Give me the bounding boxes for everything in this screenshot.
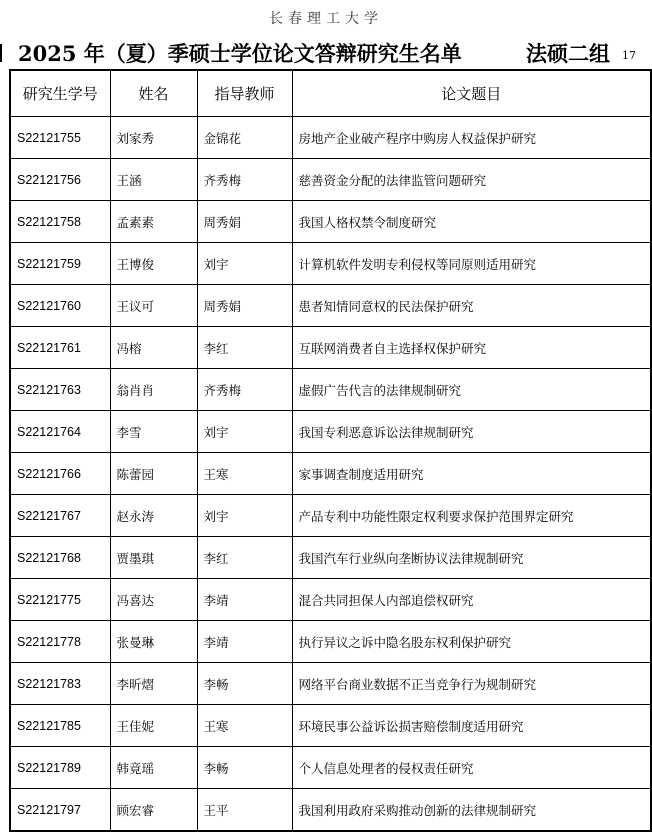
student-name-cell: 翁肖肖: [110, 369, 197, 411]
student-id-cell: S22121763: [10, 369, 110, 411]
student-id-cell: S22121775: [10, 579, 110, 621]
student-name-cell: 冯喜达: [110, 579, 197, 621]
student-id-cell: S22121764: [10, 411, 110, 453]
table-row: [10, 117, 651, 159]
advisor-cell: 李红: [197, 327, 292, 369]
student-count: 17: [622, 49, 636, 62]
table-row: [10, 201, 651, 243]
student-name-cell: 贾墨琪: [110, 537, 197, 579]
thesis-title-cell: 我国汽车行业纵向垄断协议法律规制研究: [292, 537, 651, 579]
student-name-cell: 李雪: [110, 411, 197, 453]
table-row: [10, 285, 651, 327]
advisor-cell: 王寒: [197, 705, 292, 747]
student-id-cell: S22121785: [10, 705, 110, 747]
thesis-title-cell: 互联网消费者自主选择权保护研究: [292, 327, 651, 369]
student-name-cell: 张曼琳: [110, 621, 197, 663]
table-row: [10, 495, 651, 537]
student-name-cell: 冯榕: [110, 327, 197, 369]
student-id-cell: S22121778: [10, 621, 110, 663]
student-name-cell: 孟素素: [110, 201, 197, 243]
thesis-title-cell: 环境民事公益诉讼损害赔偿制度适用研究: [292, 705, 651, 747]
advisor-cell: 刘宇: [197, 495, 292, 537]
advisor-cell: 金锦花: [197, 117, 292, 159]
table-row: [10, 369, 651, 411]
advisor-cell: 王平: [197, 789, 292, 832]
student-name-cell: 顾宏睿: [110, 789, 197, 832]
student-id-cell: S22121755: [10, 117, 110, 159]
advisor-cell: 王寒: [197, 453, 292, 495]
table-row: [10, 537, 651, 579]
student-id-cell: S22121761: [10, 327, 110, 369]
table-row: [10, 747, 651, 789]
thesis-title-cell: 我国利用政府采购推动创新的法律规制研究: [292, 789, 651, 832]
thesis-title-cell: 我国专利恶意诉讼法律规制研究: [292, 411, 651, 453]
student-id-cell: S22121783: [10, 663, 110, 705]
thesis-title-cell: 计算机软件发明专利侵权等同原则适用研究: [292, 243, 651, 285]
student-id-cell: S22121759: [10, 243, 110, 285]
student-id-cell: S22121760: [10, 285, 110, 327]
advisor-cell: 李靖: [197, 621, 292, 663]
student-id-cell: S22121756: [10, 159, 110, 201]
column-header-thesis-title: 论文题目: [292, 70, 651, 117]
table-row: [10, 243, 651, 285]
table-row: [10, 621, 651, 663]
student-name-cell: 王议可: [110, 285, 197, 327]
student-id-cell: S22121797: [10, 789, 110, 832]
column-header-student-id: 研究生学号: [10, 70, 110, 117]
advisor-cell: 刘宇: [197, 411, 292, 453]
advisor-cell: 周秀娟: [197, 285, 292, 327]
student-name-cell: 王佳妮: [110, 705, 197, 747]
student-id-cell: S22121768: [10, 537, 110, 579]
table-row: [10, 579, 651, 621]
table-row: [10, 453, 651, 495]
thesis-title-cell: 产品专利中功能性限定权利要求保护范围界定研究: [292, 495, 651, 537]
student-id-cell: S22121758: [10, 201, 110, 243]
thesis-title-cell: 混合共同担保人内部追偿权研究: [292, 579, 651, 621]
student-name-cell: 韩竟瑶: [110, 747, 197, 789]
advisor-cell: 齐秀梅: [197, 159, 292, 201]
student-id-cell: S22121766: [10, 453, 110, 495]
student-table: [9, 69, 652, 832]
table-row: [10, 327, 651, 369]
table-row: [10, 789, 651, 832]
thesis-title-cell: 虚假广告代言的法律规制研究: [292, 369, 651, 411]
group-label: 法硕二组: [526, 41, 610, 66]
student-name-cell: 赵永涛: [110, 495, 197, 537]
table-row: [10, 411, 651, 453]
thesis-title-cell: 个人信息处理者的侵权责任研究: [292, 747, 651, 789]
left-margin-mark: [0, 44, 2, 62]
thesis-title-cell: 慈善资金分配的法律监管问题研究: [292, 159, 651, 201]
advisor-cell: 李靖: [197, 579, 292, 621]
table-row: [10, 159, 651, 201]
advisor-cell: 李畅: [197, 663, 292, 705]
table-header-row: [10, 70, 651, 117]
thesis-title-cell: 家事调查制度适用研究: [292, 453, 651, 495]
thesis-title-cell: 网络平台商业数据不正当竞争行为规制研究: [292, 663, 651, 705]
thesis-title-cell: 患者知情同意权的民法保护研究: [292, 285, 651, 327]
table-row: [10, 705, 651, 747]
advisor-cell: 齐秀梅: [197, 369, 292, 411]
column-header-name: 姓名: [110, 70, 197, 117]
advisor-cell: 周秀娟: [197, 201, 292, 243]
column-header-advisor: 指导教师: [197, 70, 292, 117]
university-name: 长春理工大学: [269, 11, 383, 27]
thesis-title-cell: 我国人格权禁令制度研究: [292, 201, 651, 243]
student-name-cell: 李昕熠: [110, 663, 197, 705]
document-title: 2025 年（夏）季硕士学位论文答辩研究生名单: [18, 41, 462, 66]
advisor-cell: 李红: [197, 537, 292, 579]
advisor-cell: 李畅: [197, 747, 292, 789]
student-id-cell: S22121767: [10, 495, 110, 537]
student-name-cell: 陈蕾园: [110, 453, 197, 495]
advisor-cell: 刘宇: [197, 243, 292, 285]
table-row: [10, 663, 651, 705]
student-name-cell: 王涵: [110, 159, 197, 201]
student-id-cell: S22121789: [10, 747, 110, 789]
student-name-cell: 刘家秀: [110, 117, 197, 159]
thesis-title-cell: 房地产企业破产程序中购房人权益保护研究: [292, 117, 651, 159]
student-name-cell: 王博俊: [110, 243, 197, 285]
thesis-title-cell: 执行异议之诉中隐名股东权利保护研究: [292, 621, 651, 663]
